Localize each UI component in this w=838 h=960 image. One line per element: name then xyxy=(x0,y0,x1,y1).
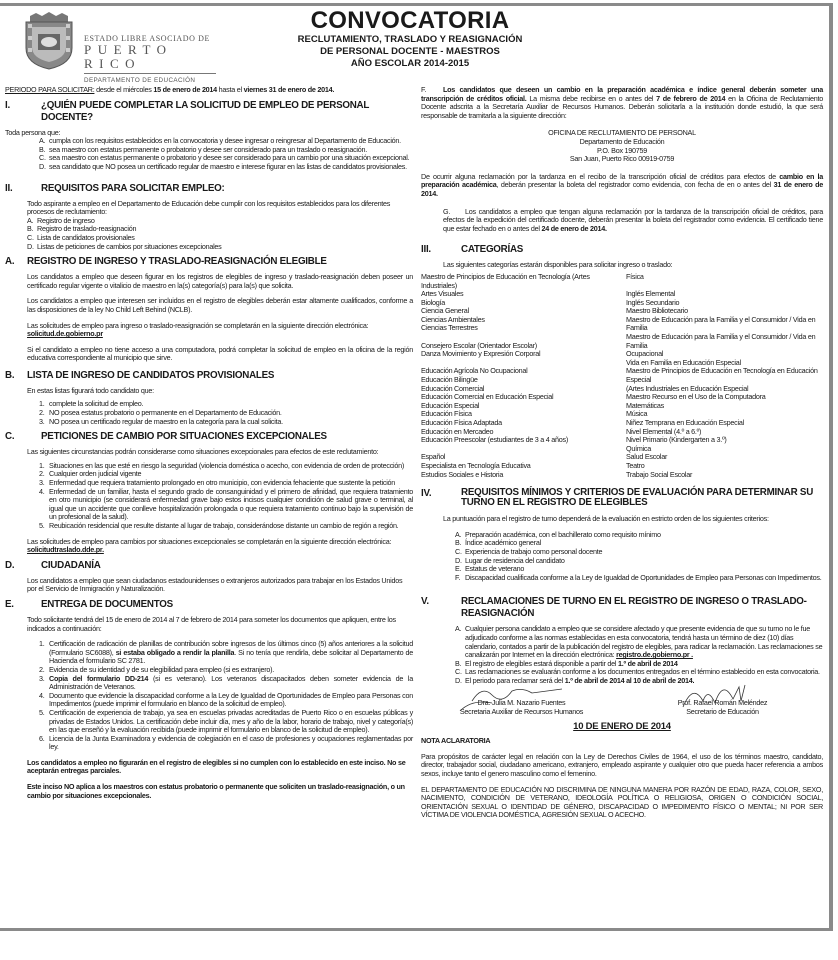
application-period xyxy=(5,86,413,95)
application-link[interactable]: solicitud.de.gobierno.pr xyxy=(27,329,103,339)
section-c-list xyxy=(5,462,413,531)
section-4-intro: La puntuación para el registro de turno dependerá de la evaluación en estricto orden de los siguientes criterios: xyxy=(443,514,769,524)
section-c-intro: Las siguientes circunstancias podrán considerarse como situaciones excepcionales para efectos de este reclutamiento: xyxy=(27,447,379,457)
category-item: Maestro de Educación para la Familia y el Consumidor / Vida en Familia xyxy=(626,314,816,333)
section-d-heading xyxy=(5,560,413,572)
list-text: Licencia de la Junta Examinadora y evidencia de colegiación en el caso de profesiones y ocupaciones reglamentadas por ley. xyxy=(49,733,413,752)
subtitle-3: AÑO ESCOLAR 2014-2015 xyxy=(350,58,470,69)
section-title: REQUISITOS PARA SOLICITAR EMPLEO: xyxy=(41,182,225,194)
category-item: Artes Visuales xyxy=(421,289,464,299)
section-number: I. xyxy=(5,99,10,111)
list-text: Cualquier persona candidato a empleo que se considere afectado y que presente evidencia de que su turno no le fue adjudicado conforme a las normas establecidas en esta convocatoria, tendrá hasta un término de diez (10) días calendario, contados a partir de la publicación del registro de elegibles, para radicar la reclamación. Las reclamaciones se canalizarán por Internet en la dirección electrónica: registro.de.gobierno.pr . xyxy=(465,624,823,660)
signer-role: Secretaria Auxiliar de Recursos Humanos xyxy=(459,707,584,717)
section-4-list xyxy=(421,531,823,583)
list-marker: B. xyxy=(455,658,462,668)
category-item: Biología xyxy=(421,297,445,307)
section-title: PETICIONES DE CAMBIO POR SITUACIONES EXCEPCIONALES xyxy=(41,431,327,443)
section-number: C. xyxy=(5,431,15,443)
category-item: Trabajo Social Escolar xyxy=(626,469,693,479)
list-item xyxy=(455,574,823,583)
signer-name: Dra. Julia M. Nazario Fuentes xyxy=(477,698,566,708)
list-marker: C. xyxy=(39,153,46,163)
section-b-intro: En estas listas figurará todo candidato que: xyxy=(27,385,154,395)
list-item xyxy=(39,418,413,427)
list-text: Discapacidad cualificada conforme a la Ley de Igualdad de Oportunidades de Empleo para Personas con Impedimentos. xyxy=(465,572,822,582)
list-marker: B. xyxy=(455,538,462,548)
section-title: LISTA DE INGRESO DE CANDIDATOS PROVISIONALES xyxy=(27,369,275,381)
category-item: Vida en Familia en Educación Especial xyxy=(626,357,741,367)
section-b-list xyxy=(5,400,413,426)
category-item: Industriales) xyxy=(421,280,457,290)
logo-divider xyxy=(84,73,216,74)
category-item: Matemáticas xyxy=(626,400,664,410)
section-f: F. Los candidatos que deseen un cambio en la preparación académica e índice general deberán someter una transcripción de créditos oficial. La misma debe recibirse en o antes del 7 de febrero de 2014 en la Oficina de Reclutamiento Docente adscrita a la Secretaría Auxiliar de Recursos Humanos. Deberán solicitarla a la institución donde estudió, la que será responsable de tramitarla a la siguiente dirección: xyxy=(421,85,823,120)
section-title: CATEGORÍAS xyxy=(461,244,524,256)
bold-note: Los candidatos a empleo no figurarán en el registro de elegibles si no cumplen con lo establecido en este inciso. No se aceptarán entregas parciales. xyxy=(27,757,406,776)
subtitle-2: DE PERSONAL DOCENTE - MAESTROS xyxy=(320,46,500,57)
left-column xyxy=(5,86,413,800)
section-5-heading xyxy=(421,596,823,620)
section-1-list xyxy=(5,137,413,171)
list-text: NO posea un certificado regular de maestro en la categoría para la cual solicita. xyxy=(49,416,283,426)
section-number: V. xyxy=(421,596,429,608)
section-3-heading xyxy=(421,244,823,256)
non-discrimination-notice: EL DEPARTAMENTO DE EDUCACIÓN NO DISCRIMINA DE NINGUNA MANERA POR RAZÓN DE EDAD, RAZA, COLOR, SEXO, NACIMIENTO, CONDICIÓN DE VETERANO, IDEOLOGÍA POLÍTICA O RELIGIOSA, ORIGEN O CONDICIÓN SOCIAL, ORIENTACIÓN SEXUAL O IDENTIDAD DE GÉNERO, DISCAPACIDAD O IMPEDIMENTO FÍSICO O MENTAL; NI POR SER VÍCTIMA DE VIOLENCIA DOMÉSTICA, AGRESIÓN SEXUAL O ACECHO. xyxy=(421,784,823,820)
address-line: P.O. Box 190759 xyxy=(596,145,648,155)
list-text: Reubicación residencial que resulte distante al lugar de trabajo, considerándose distante un cambio de región a región. xyxy=(49,521,399,530)
list-text: sea maestro con estatus permanente o probatorio y desee ser considerado para un cambio por una situación excepcional. xyxy=(49,153,410,163)
category-item: Teatro xyxy=(626,460,645,470)
list-marker: 3. xyxy=(39,673,45,683)
list-item xyxy=(39,163,413,172)
section-title: CIUDADANÍA xyxy=(41,559,101,571)
coat-of-arms-icon xyxy=(22,12,76,70)
list-text: Las reclamaciones se evaluarán conforme a los documentos entregados en el término establecido en esta convocatoria. xyxy=(465,667,820,677)
category-item: Educación Agrícola No Ocupacional xyxy=(421,366,528,376)
category-item: Ciencias Ambientales xyxy=(421,314,485,324)
section-b-heading xyxy=(5,370,413,382)
section-c-heading xyxy=(5,431,413,443)
list-text: Lugar de residencia del candidato xyxy=(465,555,565,565)
section-number: II. xyxy=(5,182,13,194)
section-title: REGISTRO DE INGRESO Y TRASLADO-REASIGNACIÓN ELEGIBLE xyxy=(27,256,327,268)
category-item: Español xyxy=(421,452,446,462)
list-text: Índice académico general xyxy=(465,538,541,548)
paragraph: Los candidatos a empleo que deseen figurar en los registros de elegibles de ingreso y traslado-reasignación deben poseer un certificado regular vigente o vitalicio de maestro en la(s) categoría(s) para la(s) que solicita. xyxy=(27,272,413,290)
category-item: Química xyxy=(626,443,652,453)
category-item: Ciencias Terrestres xyxy=(421,323,478,333)
section-title: ENTREGA DE DOCUMENTOS xyxy=(41,598,173,610)
list-item xyxy=(39,692,413,709)
category-item: Ocupacional xyxy=(626,349,664,359)
signature-icon xyxy=(653,681,793,711)
signature-block xyxy=(452,699,592,716)
category-item: Inglés Elemental xyxy=(626,289,676,299)
list-marker: 3. xyxy=(39,478,45,488)
list-marker: 1. xyxy=(39,460,45,470)
category-item: Física xyxy=(626,271,644,281)
list-marker: A. xyxy=(39,136,46,146)
list-text: Documento que evidencie la discapacidad conforme a la Ley de Igualdad de Oportunidades de Empleo para Personas con Impedimentos (puede imprimir el formulario en blanco de la solicitud de empleo). xyxy=(49,690,413,709)
list-text: Preparación académica, con el bachillerato como requisito mínimo xyxy=(465,529,661,539)
paragraph: De ocurrir alguna reclamación por la tardanza en el recibo de la transcripción oficial de créditos para efectos de cambio en la preparación académica, deberán presentar la boleta del registrador como evidencia, con fecha de en o antes del 31 de enero de 2014. xyxy=(421,171,823,198)
category-item: Salud Escolar xyxy=(626,452,668,462)
list-marker: 4. xyxy=(39,690,45,700)
section-a-body xyxy=(5,273,413,363)
list-text: Estatus de veterano xyxy=(465,564,525,574)
list-text: Copia del formulario DD-214 (si es veterano). Los veteranos discapacitados deben someter evidencia de la Administración de Veteranos. xyxy=(49,673,413,692)
period-start: 15 de enero de 2014 xyxy=(153,85,217,94)
period-end: viernes 31 de enero de 2014. xyxy=(243,85,335,94)
list-marker: B. xyxy=(39,144,46,154)
section-1-intro: Toda persona que: xyxy=(5,127,61,137)
category-item: Ciencia General xyxy=(421,306,469,316)
category-item: Educación Comercial en Educación Especial xyxy=(421,392,554,402)
list-marker: 2. xyxy=(39,469,45,479)
category-item: Niñez Temprana en Educación Especial xyxy=(626,418,744,427)
title-block xyxy=(290,8,530,70)
list-marker: 3. xyxy=(39,416,45,426)
section-title: REQUISITOS MÍNIMOS Y CRITERIOS DE EVALUACIÓN PARA DETERMINAR SU TURNO EN EL REGISTRO DE ELEGIBLES xyxy=(461,487,814,509)
list-marker: A. xyxy=(455,529,462,539)
category-item: Educación Especial xyxy=(421,400,480,410)
list-marker: 5. xyxy=(39,521,45,530)
paragraph: Los candidatos a empleo que sean ciudadanos estadounidenses o extranjeros autorizados para trabajar en los Estados Unidos por el Servicio de Inmigración y Naturalización. xyxy=(27,575,403,594)
section-number: A. xyxy=(5,256,15,268)
list-marker: C. xyxy=(27,232,34,242)
list-marker: A. xyxy=(455,624,462,634)
page-title: CONVOCATORIA xyxy=(310,7,510,34)
agency-logo-text xyxy=(84,34,216,84)
signatures xyxy=(421,699,823,716)
section-title: ¿QUIÉN PUEDE COMPLETAR LA SOLICITUD DE EMPLEO DE PERSONAL DOCENTE? xyxy=(41,99,369,123)
list-text: complete la solicitud de empleo. xyxy=(49,399,144,409)
list-marker: 2. xyxy=(39,408,45,418)
section-5-list xyxy=(421,625,823,685)
registry-link[interactable]: registro.de.gobierno.pr . xyxy=(616,650,693,660)
list-item xyxy=(39,709,413,735)
list-marker: G. xyxy=(443,206,451,216)
list-text: Certificación de radicación de planillas de contribución sobre ingresos de los últimos cinco (5) años anteriores a la solicitud (Formulario SC6088), si estaba obligado a rendir la planilla. Si no tenía que rendirla, debe solicitar al Departamento de Hacienda el formulario SC 2781. xyxy=(49,639,413,666)
section-number: E. xyxy=(5,598,14,610)
section-3-intro: Las siguientes categorías estarán disponibles para solicitar ingreso o traslado: xyxy=(443,260,673,270)
list-item xyxy=(39,640,413,666)
bold-note: Este inciso NO aplica a los maestros con estatus probatorio o permanente que soliciten un traslado-reasignación, o un cambio por situaciones excepcionales. xyxy=(27,782,405,800)
list-text: El periodo para reclamar será del 1.º de abril de 2014 al 10 de abril de 2014. xyxy=(465,675,695,685)
period-text2: hasta el xyxy=(216,85,244,94)
categories-list xyxy=(421,273,823,479)
category-item: Nivel Primario (Kindergarten a 3.º) xyxy=(626,435,727,445)
category-item: Especialista en Tecnología Educativa xyxy=(421,460,531,470)
list-text: Situaciones en las que esté en riesgo la seguridad (violencia doméstica o acecho, con evidencia de orden de protección) xyxy=(49,460,405,470)
paragraph: Si el candidato a empleo no tiene acceso a una computadora, podrá completar la solicitud de empleo en la oficina de la región educativa correspondiente al municipio que sirve. xyxy=(27,344,413,363)
category-item: Maestro de Educación para la Familia y el Consumidor / Vida en Familia xyxy=(626,332,816,350)
address-line: OFICINA DE RECLUTAMIENTO DE PERSONAL xyxy=(548,128,696,138)
list-item xyxy=(39,675,413,692)
category-item: Educación Preescolar (estudiantes de 3 a 4 años) xyxy=(421,435,569,445)
period-text1: desde el miércoles xyxy=(94,85,154,94)
transfer-application-link[interactable]: solicitudtraslado.dde.pr. xyxy=(27,545,104,555)
category-item: Maestro Bibliotecario xyxy=(626,306,688,316)
right-column xyxy=(421,86,823,820)
category-item: Maestro de Principios de Educación en Tecnología en Educación Especial xyxy=(626,366,818,385)
section-e-list xyxy=(5,640,413,752)
publication-date: 10 DE ENERO DE 2014 xyxy=(573,720,671,732)
section-g: G. Los candidatos a empleo que tengan alguna reclamación por la tardanza de la transcripción oficial de créditos, para efectos de la expedición del certificado docente, deberán presentar la boleta del registrador como evidencia. El certificado tiene que estar fechado en o antes del 24 de enero de 2014. xyxy=(443,206,823,233)
category-item: Danza Movimiento y Expresión Corporal xyxy=(421,349,541,359)
list-text: Listas de peticiones de cambios por situaciones excepcionales xyxy=(37,241,222,251)
note-title: NOTA ACLARATORIA xyxy=(421,736,491,746)
category-item: Música xyxy=(626,409,648,419)
list-marker: F. xyxy=(455,572,461,582)
category-item: (Artes Industriales en Educación Especial xyxy=(626,383,749,393)
note-paragraph: Para propósitos de carácter legal en relación con la Ley de Derechos Civiles de 1964, el uso de los términos maestro, candidato, director, trabajador social, ciudadano americano, extranjero, empleado aspirante y cualquier otro que pueda hacer referencia a ambos sexos, incluye tanto el genero masculino como el femenino. xyxy=(421,751,823,779)
section-2-heading xyxy=(5,183,413,195)
list-marker: A. xyxy=(27,215,34,225)
list-marker: 1. xyxy=(39,639,45,649)
section-number: B. xyxy=(5,369,15,381)
list-text: Registro de ingreso xyxy=(37,215,95,225)
category-item: Educación Comercial xyxy=(421,383,485,393)
section-number: IV. xyxy=(421,488,432,500)
agency-line1: ESTADO LIBRE ASOCIADO DE xyxy=(84,34,210,43)
list-marker: D. xyxy=(27,241,34,251)
paragraph: Las solicitudes de empleo para cambios por situaciones excepcionales se completarán en la siguiente dirección electrónica: xyxy=(27,536,392,546)
list-marker: D. xyxy=(455,675,462,685)
signature-block xyxy=(653,699,793,716)
list-text: Evidencia de su identidad y de su elegibilidad para empleo (si es extranjero). xyxy=(49,664,275,674)
section-4-heading xyxy=(421,488,823,508)
category-item: Educación Física xyxy=(421,409,472,419)
category-item: Educación en Mercadeo xyxy=(421,426,494,436)
section-2-intro: Todo aspirante a empleo en el Departamento de Educación debe cumplir con los requisitos establecidos para los diferentes procesos de reclutamiento: xyxy=(27,198,391,217)
list-text: Enfermedad de un familiar, hasta el segundo grado de consanguinidad y el primero de afinidad, que requiera tratamiento en otro municipio (se considerará enfermedad grave bajo estos incisos cualquier condición de salud grave o terminal, al igual que un accidente que conlleve hospitalización prolongada o que requiera tratamiento continuo bajo la supervisión de un profesional de la salud). xyxy=(49,486,413,522)
list-marker: D. xyxy=(39,161,46,171)
section-1-heading xyxy=(5,100,413,124)
section-e-heading xyxy=(5,599,413,611)
category-item: Educación Bilingüe xyxy=(421,375,478,385)
category-item: Educación Física Adaptada xyxy=(421,418,502,427)
list-marker: C. xyxy=(455,667,462,677)
list-item xyxy=(27,243,413,252)
list-marker: F. xyxy=(421,85,427,94)
list-marker: C. xyxy=(455,546,462,556)
agency-line2: PUERTO RICO xyxy=(84,42,173,71)
list-text: Cualquier orden judicial vigente xyxy=(49,469,142,479)
list-marker: 4. xyxy=(39,486,45,496)
list-text: Certificación de experiencia de trabajo, ya sea en escuelas privadas acreditadas de Puerto Rico o en escuelas públicas y privadas de Estados Unidos. La certificación debe incluir día, mes y año de la labor, horario de trabajo, nivel y categoría(s) en las que enseñó y la evaluación recibida (puede imprimir el formulario en blanco de la solicitud de empleo). xyxy=(49,707,413,735)
list-text: sea maestro con estatus permanente o probatorio y desee ser considerado para un traslado o reasignación. xyxy=(49,144,368,154)
address-line: Departamento de Educación xyxy=(579,136,665,146)
list-text: El registro de elegibles estará disponible a partir del 1.º de abril de 2014 xyxy=(465,658,678,668)
section-title: RECLAMACIONES DE TURNO EN EL REGISTRO DE INGRESO O TRASLADO-REASIGNACIÓN xyxy=(461,596,807,620)
section-number: III. xyxy=(421,244,431,256)
list-text: Enfermedad que requiera tratamiento prolongado en otro municipio, con evidencia fehaciente que sustente la petición xyxy=(49,478,396,488)
list-marker: 1. xyxy=(39,399,45,409)
section-number: D. xyxy=(5,559,15,571)
section-a-heading xyxy=(5,256,413,268)
list-item xyxy=(455,625,823,659)
categories-column-2 xyxy=(626,273,823,479)
list-marker: 2. xyxy=(39,664,45,674)
paragraph: Los candidatos a empleo que interesen ser incluidos en el registro de elegibles deberán estar altamente cualificados, conforme a las disposiciones de la ley No Child Left Behind (NCLB). xyxy=(27,296,413,314)
list-item xyxy=(39,735,413,752)
categories-column-1 xyxy=(421,273,626,479)
list-text: Lista de candidatos provisionales xyxy=(37,232,135,242)
subtitle-1: RECLUTAMIENTO, TRASLADO Y REASIGNACIÓN xyxy=(297,34,523,45)
list-text: cumpla con los requisitos establecidos en la convocatoria y desee ingresar o reingresar al Departamento de Educación. xyxy=(49,136,401,146)
category-item: Consejero Escolar (Orientador Escolar) xyxy=(421,340,537,350)
category-item: Estudios Sociales e Historia xyxy=(421,469,504,479)
address-line: San Juan, Puerto Rico 00919-0759 xyxy=(569,154,675,164)
list-marker: D. xyxy=(455,555,462,565)
category-item: Maestro de Principios de Educación en Tecnología (Artes xyxy=(421,271,590,281)
list-text: NO posea estatus probatorio o permanente en el Departamento de Educación. xyxy=(49,408,282,418)
paragraph: Las solicitudes de empleo para ingreso o traslado-reasignación se completarán en la siguiente dirección electrónica: xyxy=(27,320,369,330)
signer-name: Prof. Rafael Román Meléndez xyxy=(677,698,768,708)
list-marker: 5. xyxy=(39,707,45,717)
section-e-intro: Todo solicitante tendrá del 15 de enero de 2014 al 7 de febrero de 2014 para someter los documentos que apliquen, entre los indicados a continuación: xyxy=(27,614,396,633)
list-marker: B. xyxy=(27,224,34,234)
agency-line3: DEPARTAMENTO DE EDUCACIÓN xyxy=(84,77,196,84)
period-label: PERIODO PARA SOLICITAR: xyxy=(5,85,95,94)
list-item xyxy=(39,488,413,522)
signer-role: Secretario de Educación xyxy=(686,707,759,717)
mailing-address xyxy=(421,129,823,163)
list-item xyxy=(39,522,413,531)
list-marker: 6. xyxy=(39,733,45,743)
list-text: Experiencia de trabajo como personal docente xyxy=(465,546,603,556)
list-text: Registro de traslado-reasignación xyxy=(37,224,137,234)
list-marker: E. xyxy=(455,564,462,574)
category-item: Inglés Secundario xyxy=(626,297,680,307)
list-text: sea candidato que NO posea un certificado regular de maestro e interese figurar en las listas de candidatos provisionales. xyxy=(49,161,407,171)
category-item: Maestro Recurso en el Uso de la Computadora xyxy=(626,392,766,402)
category-item: Nivel Elemental (4.º a 6.º) xyxy=(626,426,702,436)
category-item xyxy=(421,445,626,454)
signature-icon xyxy=(452,681,592,711)
section-2-list xyxy=(5,217,413,251)
